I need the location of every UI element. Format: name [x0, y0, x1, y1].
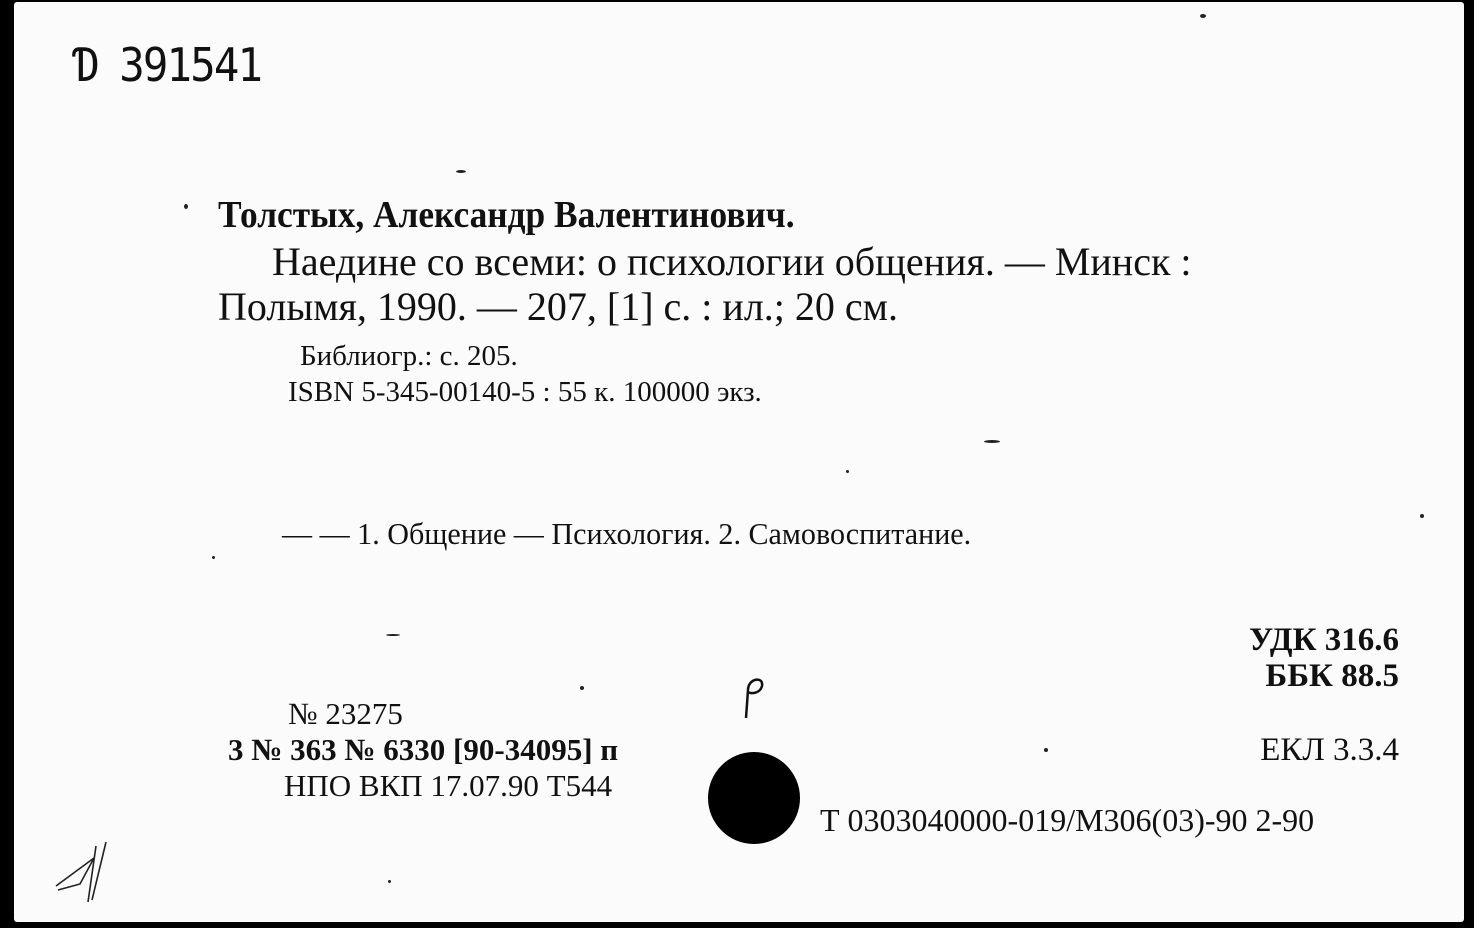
speck: [1044, 748, 1048, 752]
subject-headings: — — 1. Общение — Психология. 2. Самовоспитание.: [282, 516, 972, 551]
udk-code: УДК 316.6: [1248, 622, 1399, 658]
speck: [984, 440, 1000, 443]
ekl-code: ЕКЛ 3.3.4: [1260, 732, 1399, 768]
title-line-1: Наедине со всеми: о психологии общения. — Минск :: [272, 239, 1192, 284]
speck: [580, 686, 584, 690]
title-line-2: Полымя, 1990. — 207, [1] с. : ил.; 20 см.: [218, 284, 898, 329]
speck: [1200, 14, 1206, 18]
order-line: 3 № 363 № 6330 [90-34095] п: [228, 732, 619, 767]
card-number: № 23275: [288, 696, 403, 731]
speck: [184, 204, 188, 209]
handwritten-scribble: [52, 838, 122, 908]
speck: [846, 470, 849, 473]
t-code: Т 0303040000-019/М306(03)-90 2-90: [820, 802, 1315, 838]
speck: [1420, 514, 1424, 518]
speck: [386, 634, 400, 636]
publisher-line: НПО ВКП 17.07.90 Т544: [284, 768, 613, 803]
punch-hole: [708, 752, 800, 844]
speck: [456, 170, 466, 173]
speck: [212, 556, 215, 559]
bbk-code: ББК 88.5: [1265, 658, 1399, 694]
call-number: Ɗ 391541: [72, 38, 262, 92]
speck: [388, 880, 391, 883]
author-heading: Толстых, Александр Валентинович.: [218, 194, 795, 236]
isbn-line: ISBN 5-345-00140-5 : 55 к. 100000 экз.: [288, 376, 762, 408]
handwritten-mark: [738, 672, 778, 722]
bibliography-note: Библиогр.: с. 205.: [300, 340, 518, 372]
